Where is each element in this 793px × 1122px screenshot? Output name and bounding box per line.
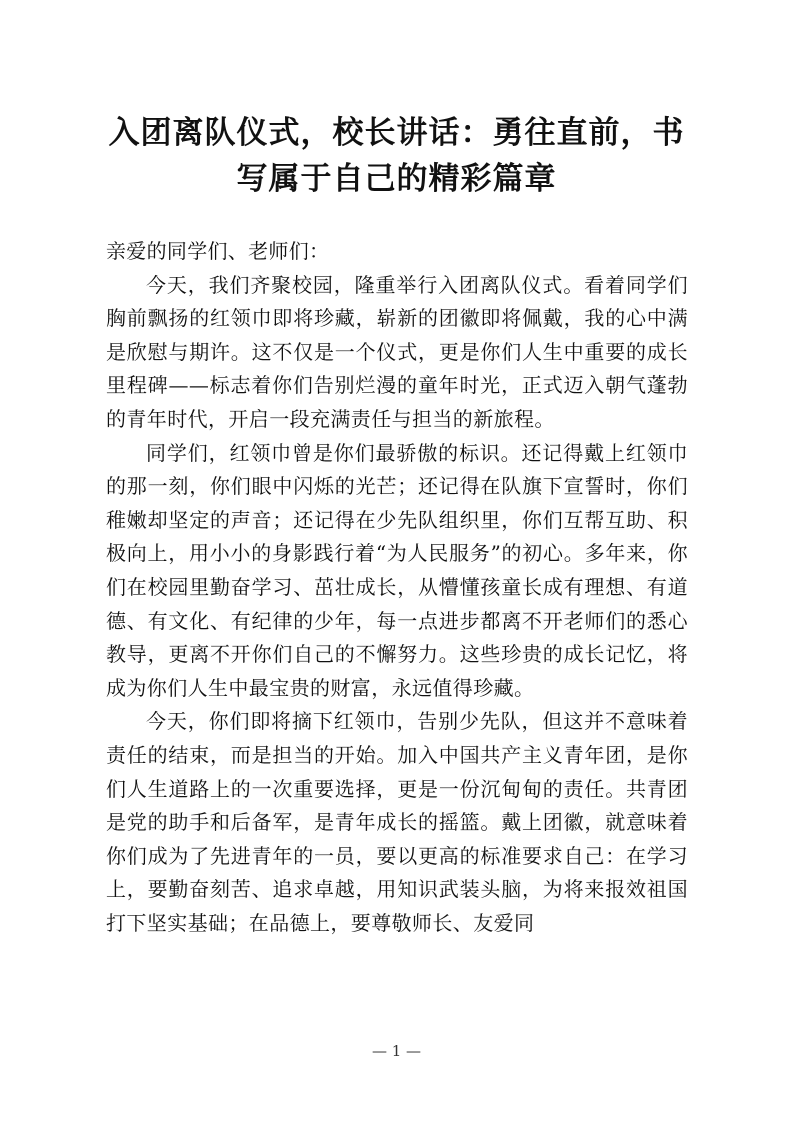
greeting: 亲爱的同学们、老师们： [106,239,330,263]
document-body [106,235,688,940]
paragraph-1: 今天，我们齐聚校园，隆重举行入团离队仪式。看着同学们胸前飘扬的红领巾即将珍藏，崭新的团徽即将佩戴，我的心中满是欣慰与期许。这不仅是一个仪式，更是你们人生中重要的成长里程碑——标志着你们告别烂漫的童年时光，正式迈入朝气蓬勃的青年时代，开启一段充满责任与担当的新旅程。 [106,272,688,431]
document-title [100,110,693,202]
title-line-2: 写属于自己的精彩篇章 [236,161,557,197]
title-line-1: 入团离队仪式，校长讲话：勇往直前，书 [108,115,685,151]
paragraph-2: 同学们，红领巾曾是你们最骄傲的标识。还记得戴上红领巾的那一刻，你们眼中闪烁的光芒；还记得在队旗下宣誓时，你们稚嫩却坚定的声音；还记得在少先队组织里，你们互帮互助、积极向上，用小小的身影践行着“为人民服务”的初心。多年来，你们在校园里勤奋学习、茁壮成长，从懵懂孩童长成有理想、有道德、有文化、有纪律的少年，每一点进步都离不开老师们的悉心教导，更离不开你们自己的不懈努力。这些珍贵的成长记忆，将成为你们人生中最宝贵的财富，永远值得珍藏。 [106,440,688,700]
paragraph-3: 今天，你们即将摘下红领巾，告别少先队，但这并不意味着责任的结束，而是担当的开始。加入中国共产主义青年团，是你们人生道路上的一次重要选择，更是一份沉甸甸的责任。共青团是党的助手和后备军，是青年成长的摇篮。戴上团徽，就意味着你们成为了先进青年的一员，要以更高的标准要求自己：在学习上，要勤奋刻苦、追求卓越，用知识武装头脑，为将来报效祖国打下坚实基础；在品德上，要尊敬师长、友爱同 [106,709,688,935]
page-number: — 1 — [371,1042,422,1060]
